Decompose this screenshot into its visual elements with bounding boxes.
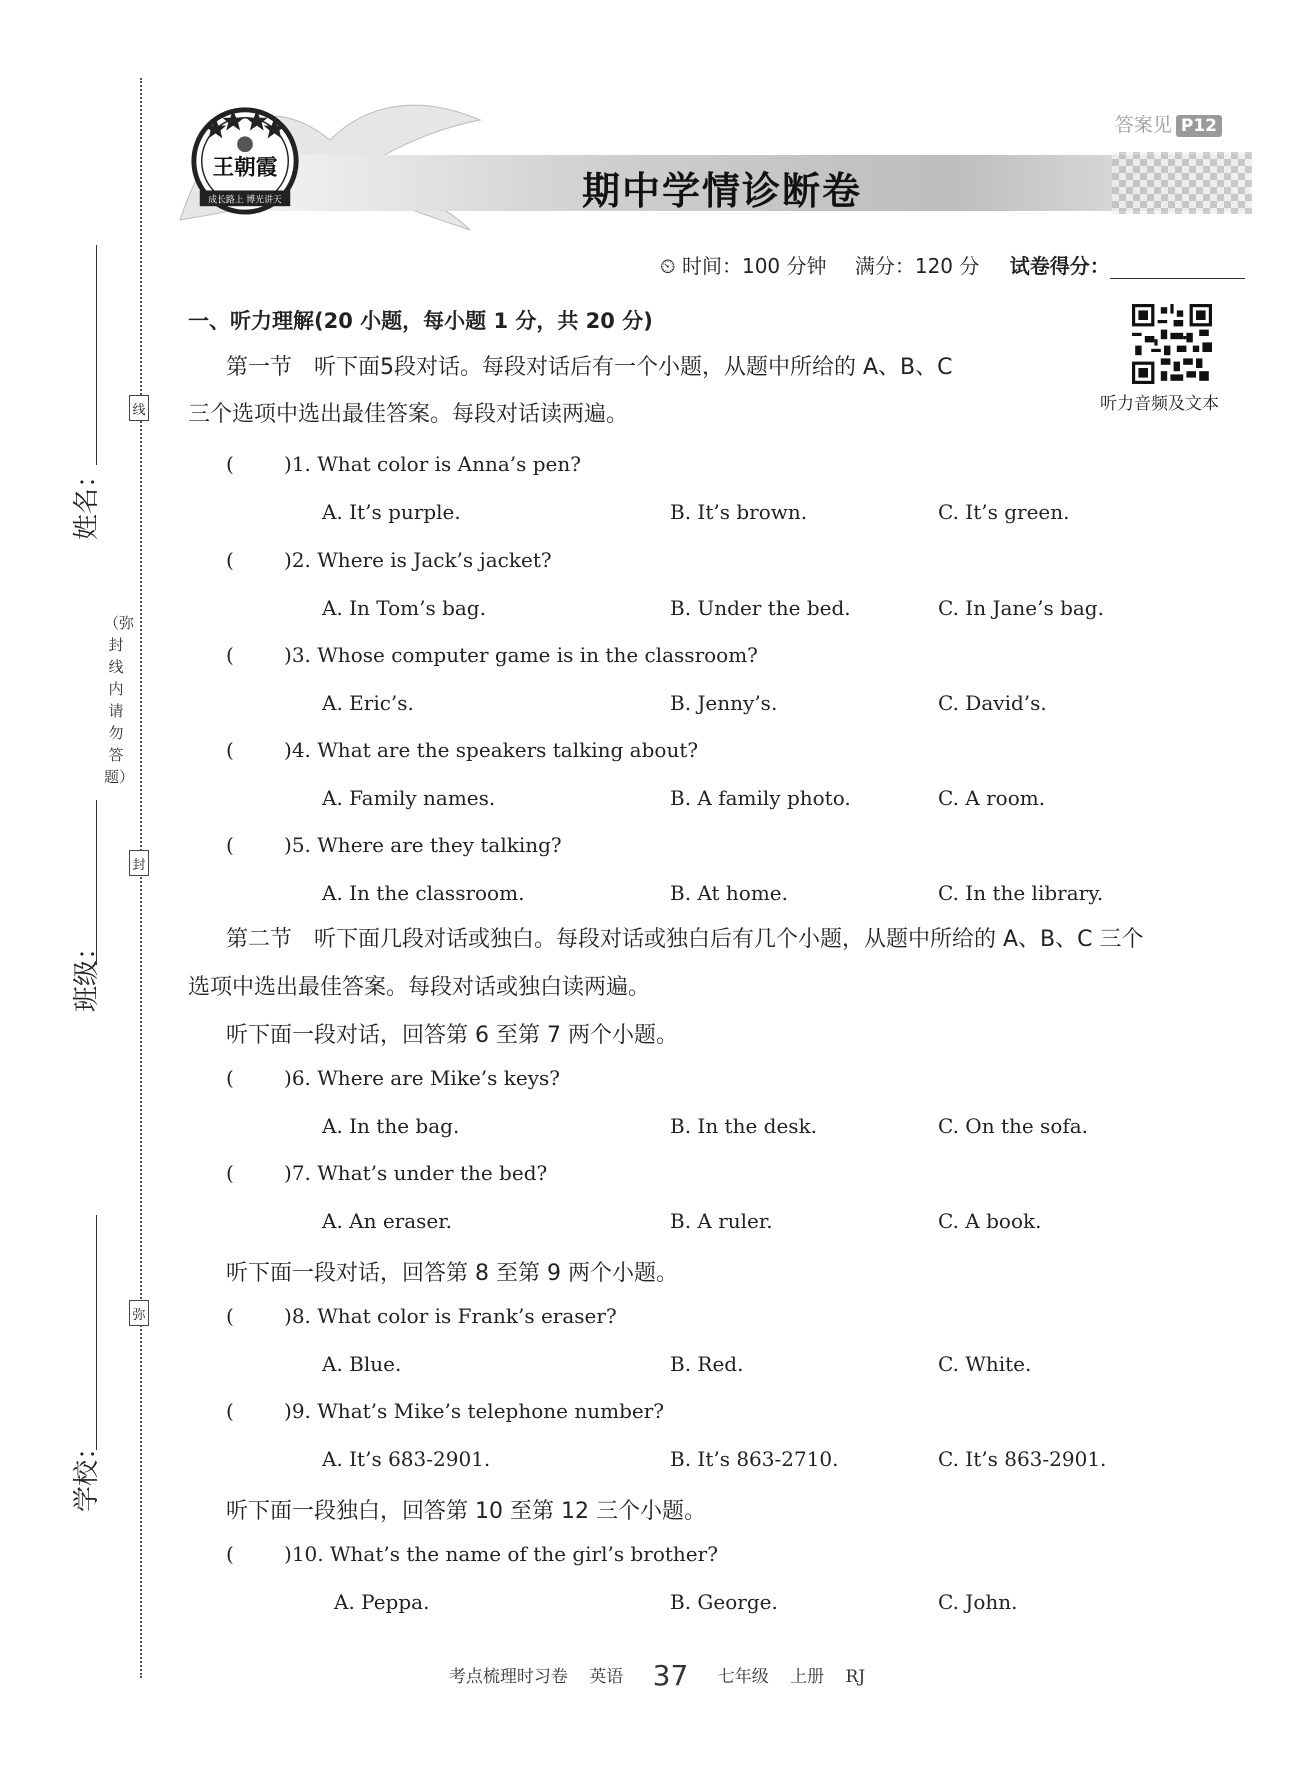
option-c: C. In Jane’s bag.	[938, 596, 1104, 620]
footer-grade: 七年级	[717, 1667, 769, 1687]
answer-blank[interactable]: (	[226, 1304, 234, 1328]
exam-title: 期中学情诊断卷	[581, 169, 862, 213]
qr-code-icon[interactable]	[1132, 304, 1212, 384]
page-number: 37	[652, 1659, 689, 1692]
exam-meta	[660, 250, 1245, 279]
class-blank[interactable]	[96, 800, 97, 965]
answer-reference	[1115, 110, 1222, 137]
question-stem	[226, 548, 552, 572]
qr-caption: 听力音频及文本	[1100, 394, 1219, 414]
section-heading: 一、听力理解(20 小题，每小题 1 分，共 20 分)	[188, 309, 653, 333]
option-b: B. In the desk.	[670, 1114, 818, 1138]
option-c: C. White.	[938, 1352, 1032, 1376]
answer-blank-close: )	[284, 1399, 292, 1423]
footer-edition: RJ	[845, 1667, 866, 1687]
question-stem	[226, 1399, 664, 1423]
cut-mark-seal: 封	[129, 850, 149, 876]
question-stem	[226, 1304, 617, 1328]
option-a: A. It’s 683-2901.	[322, 1447, 491, 1471]
option-b: B. Under the bed.	[670, 596, 851, 620]
logo-text: 王朝霞	[212, 155, 278, 181]
answer-blank[interactable]: (	[226, 452, 234, 476]
option-b: B. It’s brown.	[670, 500, 808, 524]
cut-mark-line: 线	[129, 395, 149, 421]
option-a: A. In the classroom.	[322, 881, 525, 905]
answer-blank-close: )	[284, 452, 292, 476]
option-a: A. Family names.	[322, 786, 496, 810]
answer-blank-close: )	[284, 548, 292, 572]
question-text: 3. Whose computer game is in the classroom?	[291, 643, 758, 667]
clock-icon: ⏲	[660, 254, 676, 278]
question-stem	[226, 643, 758, 667]
question-text: 7. What’s under the bed?	[291, 1161, 548, 1185]
option-a: A. In Tom’s bag.	[322, 596, 486, 620]
exam-time: 时间：100 分钟	[681, 254, 827, 278]
answer-blank-close: )	[284, 1066, 292, 1090]
answer-blank-close: )	[284, 833, 292, 857]
option-a: A. In the bag.	[322, 1114, 460, 1138]
question-text: 2. Where is Jack’s jacket?	[291, 548, 552, 572]
name-label: 姓名：	[72, 461, 102, 540]
question-text: 10. What’s the name of the girl’s brother?	[291, 1542, 718, 1566]
answer-ref-page: P12	[1176, 115, 1222, 137]
question-text: 1. What color is Anna’s pen?	[291, 452, 581, 476]
question-stem	[226, 1542, 718, 1566]
option-c: C. In the library.	[938, 881, 1104, 905]
option-b: B. It’s 863-2710.	[670, 1447, 839, 1471]
question-text: 4. What are the speakers talking about?	[291, 738, 699, 762]
option-a: A. An eraser.	[322, 1209, 452, 1233]
footer-volume: 上册	[790, 1667, 825, 1687]
score-blank[interactable]	[1110, 258, 1245, 279]
option-c: C. It’s green.	[938, 500, 1070, 524]
answer-blank[interactable]: (	[226, 1161, 234, 1185]
instruction-q6-7: 听下面一段对话，回答第 6 至第 7 两个小题。	[226, 1023, 678, 1048]
question-text: 9. What’s Mike’s telephone number?	[291, 1399, 664, 1423]
part2-instruction-line1: 第二节 听下面几段对话或独白。每段对话或独白后有几个小题，从题中所给的 A、B、C 三个	[226, 927, 1144, 952]
question-stem	[226, 1066, 560, 1090]
class-label: 班级：	[72, 933, 102, 1012]
score-label: 试卷得分：	[1009, 254, 1110, 278]
option-c: C. A room.	[938, 786, 1046, 810]
answer-blank-close: )	[284, 1304, 292, 1328]
option-a: A. Eric’s.	[322, 691, 414, 715]
answer-blank-close: )	[284, 1161, 292, 1185]
option-a: A. Peppa.	[334, 1590, 430, 1614]
instruction-q8-9: 听下面一段对话，回答第 8 至第 9 两个小题。	[226, 1261, 678, 1286]
answer-ref-text: 答案见	[1114, 114, 1172, 136]
school-label: 学校：	[72, 1433, 102, 1512]
answer-blank[interactable]: (	[226, 1542, 234, 1566]
part1-instruction-line2: 三个选项中选出最佳答案。每段对话读两遍。	[188, 402, 629, 427]
answer-blank[interactable]: (	[226, 738, 234, 762]
school-blank[interactable]	[96, 1215, 97, 1450]
question-text: 6. Where are Mike’s keys?	[291, 1066, 561, 1090]
instruction-q10-12: 听下面一段独白，回答第 10 至第 12 三个小题。	[226, 1499, 706, 1524]
cut-mark-close: 弥	[129, 1300, 149, 1326]
part1-instruction-line1: 第一节 听下面5段对话。每段对话后有一个小题，从题中所给的 A、B、C	[226, 355, 953, 380]
answer-blank-close: )	[284, 643, 292, 667]
option-c: C. John.	[938, 1590, 1018, 1614]
footer-book: 考点梳理时习卷	[448, 1667, 568, 1687]
question-stem	[226, 1161, 547, 1185]
footer-subject: 英语	[589, 1667, 624, 1687]
option-b: B. Red.	[670, 1352, 744, 1376]
option-a: A. Blue.	[322, 1352, 402, 1376]
option-c: C. It’s 863-2901.	[938, 1447, 1107, 1471]
question-stem	[226, 738, 698, 762]
exam-full-score: 满分：120 分	[854, 254, 980, 278]
answer-blank[interactable]: (	[226, 1066, 234, 1090]
binding-dotted-line	[140, 78, 142, 1678]
answer-blank-close: )	[284, 738, 292, 762]
option-b: B. A family photo.	[670, 786, 851, 810]
logo-ribbon-text: 成长路上 博光讲天	[208, 195, 282, 206]
option-c: C. On the sofa.	[938, 1114, 1089, 1138]
answer-blank[interactable]: (	[226, 548, 234, 572]
name-blank[interactable]	[96, 245, 97, 465]
answer-blank[interactable]: (	[226, 643, 234, 667]
option-b: B. At home.	[670, 881, 788, 905]
binding-note: （弥封线内请勿答题）	[104, 614, 135, 786]
page-footer	[0, 1656, 1314, 1692]
option-c: C. David’s.	[938, 691, 1047, 715]
part2-instruction-line2: 选项中选出最佳答案。每段对话或独白读两遍。	[188, 975, 651, 1000]
answer-blank-close: )	[284, 1542, 292, 1566]
option-a: A. It’s purple.	[322, 500, 461, 524]
answer-blank[interactable]: (	[226, 1399, 234, 1423]
question-text: 5. Where are they talking?	[291, 833, 562, 857]
option-b: B. George.	[670, 1590, 778, 1614]
question-stem	[226, 833, 562, 857]
question-stem	[226, 452, 581, 476]
option-c: C. A book.	[938, 1209, 1042, 1233]
question-text: 8. What color is Frank’s eraser?	[291, 1304, 617, 1328]
answer-blank[interactable]: (	[226, 833, 234, 857]
option-b: B. Jenny’s.	[670, 691, 778, 715]
option-b: B. A ruler.	[670, 1209, 773, 1233]
